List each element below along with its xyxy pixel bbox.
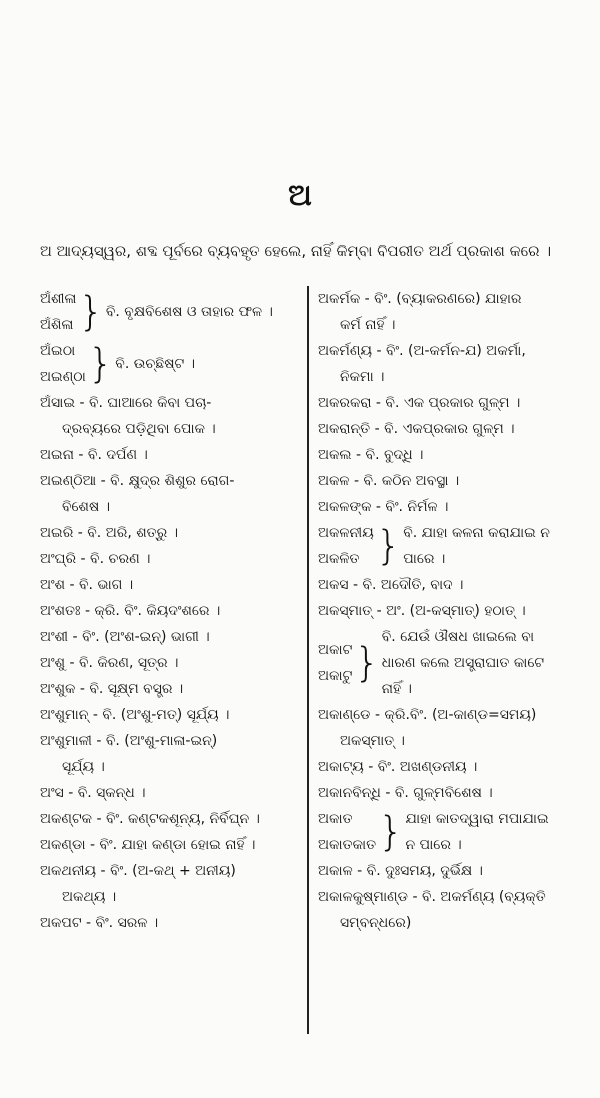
- headword: ଅଁଶୀଳା: [40, 291, 77, 307]
- entry: ଅକର୍ମକ - ବିଂ. (ବ୍ୟାକରଣରେ) ଯାହାର କର୍ମ ନାହିଁ ।: [318, 291, 522, 333]
- headword: ଅକଳନୀୟ: [318, 525, 374, 541]
- entry: ଅଇରି - ବି. ଅରି, ଶତ୍ରୁ ।: [40, 525, 179, 541]
- entry: ଅଇଣ୍ଠିଆ - ବି. କ୍ଷୁଦ୍ର ଶିଶୁର ରୋଗ- ବିଶେଷ ।: [40, 473, 235, 515]
- entry: ଅଁସାଇ - ବି. ଘାଆରେ କିବା ପଚା- ଦ୍ରବ୍ୟରେ ପଡ଼ିଥିବା ପୋକ ।: [40, 395, 216, 437]
- entry: ଅକଲ - ବି. ବୁଦ୍ଧି ।: [318, 447, 424, 463]
- intro-text: ଅ ଆଦ୍ୟସ୍ୱର, ଶବ୍ଦ ପୂର୍ବରେ ବ୍ୟବହୃତ ହେଲେ, ନାହିଁ କିମ୍ବା ବିପରୀତ ଅର୍ଥ ପ୍ରକାଶ କରେ ।: [40, 242, 552, 260]
- left-column: [40, 286, 302, 936]
- entry: ଅଂଶ - ବି. ଭାଗ ।: [40, 577, 134, 593]
- entry: ଅଂଶୁମାନ୍ - ବି. (ଅଂଶୁ-ମତ୍) ସୂର୍ଯ୍ୟ ।: [40, 707, 230, 723]
- entry: ଅଂଶୁମାଳୀ - ବି. (ଅଂଶୁ-ମାଳା-ଇନ୍) ସୂର୍ଯ୍ୟ ।: [40, 733, 218, 775]
- right-column: [318, 286, 588, 936]
- entry: ଅକଣ୍ଡା - ବିଂ. ଯାହା କଣ୍ଡା ହୋଇ ନାହିଁ ।: [40, 837, 256, 853]
- entry: ଅଇନା - ବି. ଦର୍ପଣ ।: [40, 447, 148, 463]
- entry: ଅକାଳକୁଷ୍ମାଣ୍ଡ - ବି. ଅକର୍ମଣ୍ୟ (ବ୍ୟକ୍ତି ସମ୍ବନ୍ଧରେ): [318, 889, 546, 931]
- definition: ବି. ଉଚ୍ଛିଷ୍ଟ ।: [115, 356, 195, 372]
- section-letter: ଅ: [288, 178, 312, 213]
- headword: ଅକଳିତ: [318, 551, 360, 567]
- entry: ଅକାଟ୍ୟ - ବିଂ. ଅଖଣ୍ଡନୀୟ ।: [318, 759, 478, 775]
- entry: ଅକାଳ - ବି. ଦୁଃସମୟ, ଦୁର୍ଭିକ୍ଷ ।: [318, 863, 483, 879]
- entry-group: ଅକାଟ ଅକାଟୁ } ବି. ଯେଉଁ ଔଷଧ ଖାଇଲେ ବା ଧାରଣ କଲେ ଅସ୍ତ୍ରାଘାତ କାଟେ ନାହିଁ ।: [318, 629, 545, 697]
- entry: ଅକରକରା - ବି. ଏକ ପ୍ରକାର ଗୁଳ୍ମ ।: [318, 395, 521, 411]
- entry: ଅଂଶୀ - ବିଂ. (ଅଂଶ-ଇନ୍) ଭାଗୀ ।: [40, 629, 210, 645]
- entry: ଅଂଘ୍ରି - ବି. ଚରଣ ।: [40, 551, 151, 567]
- entry: ଅକଥନୀୟ - ବିଂ. (ଅ-କଥ୍ + ଅନୀୟ) ଅକଥ୍ୟ ।: [40, 863, 236, 905]
- entry: ଅଂସ - ବି. ସ୍କନ୍ଧ ।: [40, 785, 146, 801]
- entry: ଅକର୍ମଣ୍ୟ - ବିଂ. (ଅ-କର୍ମନ-ଯ) ଅକର୍ମା, ନିକମା ।: [318, 343, 526, 385]
- entry: ଅକଳ - ବି. କଠିନ ଅବସ୍ଥା ।: [318, 473, 460, 489]
- entry: ଅକପଟ - ବିଂ. ସରଳ ।: [40, 915, 159, 931]
- headword: ଅଁଇଠା: [40, 343, 76, 359]
- entry-group: [40, 286, 302, 338]
- entry: ଅଂଶୁ - ବି. କିରଣ, ସୂତ୍ର ।: [40, 655, 179, 671]
- entry: ଅକସ୍ମାତ୍ - ଅଂ. (ଅ-କସ୍ମାତ୍) ହଠାତ୍ ।: [318, 603, 526, 619]
- column-divider: [307, 286, 309, 1034]
- entry: ଅକାଣ୍ଡେ - କ୍ରି.ବିଂ. (ଅ-କାଣ୍ଡ=ସମୟ) ଅକସ୍ମାତ୍ ।: [318, 707, 537, 749]
- entry: ଅକରାନ୍ତି - ବି. ଏକପ୍ରକାର ଗୁଳ୍ମ ।: [318, 421, 515, 437]
- entry-group: ଅକଳନୀୟ ଅକଳିତ } ବି. ଯାହା କଳନା କରାଯାଇ ନ ପାରେ ।: [318, 520, 588, 572]
- brace: }: [378, 809, 404, 855]
- brace: }: [87, 341, 114, 387]
- headword: ଅକାତକାତ: [318, 837, 377, 853]
- entry: ଅକଣ୍ଟକ - ବିଂ. କଣ୍ଟକଶୂନ୍ୟ, ନିର୍ବିଘ୍ନ ।: [40, 811, 260, 827]
- headword: ଅଇଣ୍ଠା: [40, 369, 86, 385]
- entry: ଅଂଶତଃ - କ୍ରି. ବିଂ. କିୟଦଂଶରେ ।: [40, 603, 221, 619]
- headword: ଅକାଟୁ: [318, 668, 353, 684]
- entry-group: [40, 338, 302, 390]
- brace: }: [375, 523, 402, 569]
- entry-group: ଅକାତ ଅକାତକାତ } ଯାହା କାତଦ୍ୱାରା ମପାଯାଇ ନ ପାରେ ।: [318, 806, 588, 858]
- headword: ଅକାଟ: [318, 642, 353, 658]
- brace: }: [78, 289, 104, 335]
- entry: ଅକସ - ବି. ଅଦୌତି, ବାଦ ।: [318, 577, 464, 593]
- definition: ବି. ବୃକ୍ଷବିଶେଷ ଓ ତାହାର ଫଳ ।: [105, 304, 273, 320]
- brace: }: [354, 640, 380, 686]
- headword: ଅକାତ: [318, 811, 353, 827]
- entry: ଅକଳଙ୍କ - ବିଂ. ନିର୍ମଳ ।: [318, 499, 449, 515]
- entry: ଅଂଶୁକ - ବି. ସୂକ୍ଷ୍ମ ବସ୍ତ୍ର ।: [40, 681, 184, 697]
- headword: ଅଁଶିଳା: [40, 317, 74, 333]
- entry: ଅକାନବିନ୍ଧି - ବି. ଗୁଳ୍ମବିଶେଷ ।: [318, 785, 493, 801]
